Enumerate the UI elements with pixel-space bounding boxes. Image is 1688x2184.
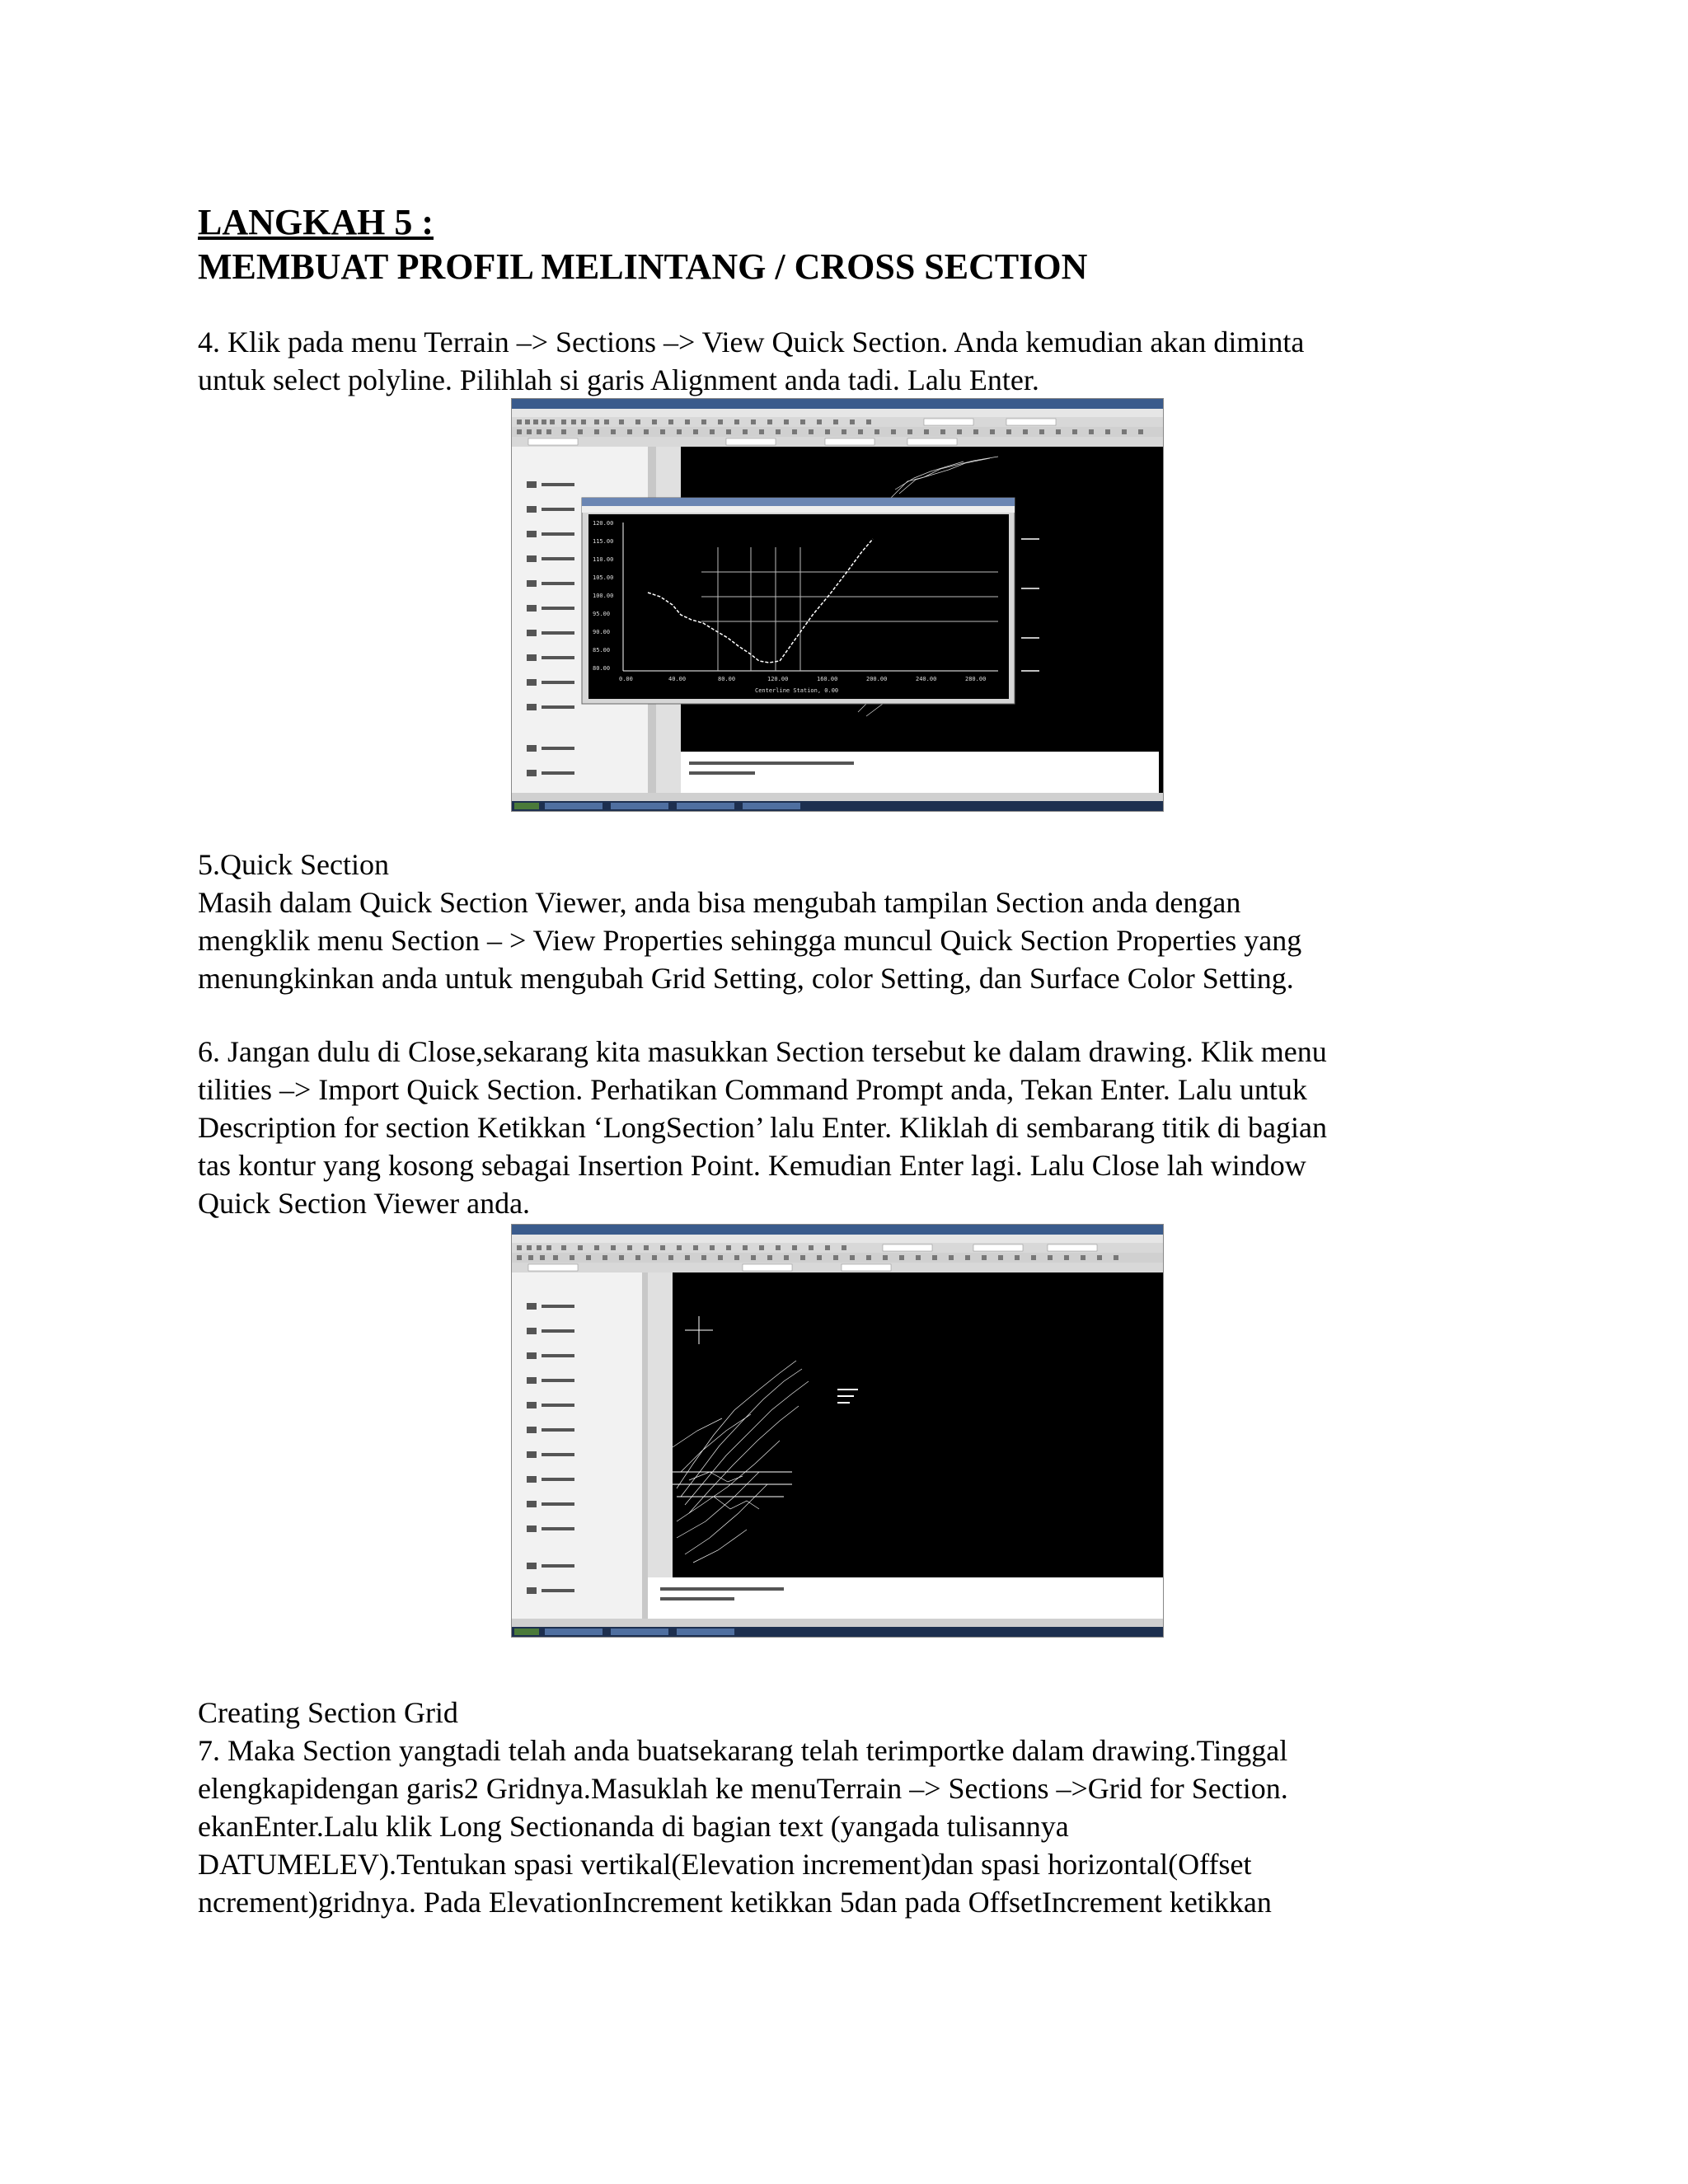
step-5-line-1: 5.Quick Section xyxy=(198,848,389,881)
step-6-line-3: Description for section Ketikkan ‘LongSection’ lalu Enter. Kliklah di sembarang titik di bagian xyxy=(198,1111,1327,1144)
x-tick: 0.00 xyxy=(619,676,633,682)
step-5-line-3: mengklik menu Section – > View Properties sehingga muncul Quick Section Properties yang xyxy=(198,924,1302,957)
screenshot-imported-section-svg xyxy=(512,1225,1163,1637)
screenshot-imported-section xyxy=(511,1224,1164,1638)
screenshot-quick-section-viewer xyxy=(511,398,1164,812)
step-7-line-4: DATUMELEV).Tentukan spasi vertikal(Elevation increment)dan spasi horizontal(Offset xyxy=(198,1848,1252,1881)
x-tick: 80.00 xyxy=(718,676,736,682)
step-7-line-5: ncrement)gridnya. Pada ElevationIncrement ketikkan 5dan pada OffsetIncrement ketikkan xyxy=(198,1886,1272,1919)
page-title xyxy=(198,200,1087,289)
step-7-paragraph xyxy=(198,1694,1484,1921)
section-grid-heading: Creating Section Grid xyxy=(198,1696,458,1729)
title-line-2: MEMBUAT PROFIL MELINTANG / CROSS SECTION xyxy=(198,246,1088,287)
y-tick: 100.00 xyxy=(593,593,614,599)
step-4-line-2: untuk select polyline. Pilihlah si garis Alignment anda tadi. Lalu Enter. xyxy=(198,363,1039,396)
step-5-line-2: Masih dalam Quick Section Viewer, anda bisa mengubah tampilan Section anda dengan xyxy=(198,886,1241,919)
x-tick: 40.00 xyxy=(668,676,687,682)
step-6-line-1: 6. Jangan dulu di Close,sekarang kita masukkan Section tersebut ke dalam drawing. Klik menu xyxy=(198,1035,1327,1068)
y-tick: 105.00 xyxy=(593,574,614,581)
y-tick: 120.00 xyxy=(593,520,614,527)
title-line-1: LANGKAH 5 : xyxy=(198,202,434,242)
step-6-paragraph xyxy=(198,1033,1484,1222)
y-tick: 90.00 xyxy=(593,629,611,635)
y-tick: 115.00 xyxy=(593,538,614,545)
x-axis-caption: Centerline Station, 0.00 xyxy=(755,687,839,694)
step-6-line-4: tas kontur yang kosong sebagai Insertion Point. Kemudian Enter lagi. Lalu Close lah window xyxy=(198,1149,1306,1182)
step-4-paragraph xyxy=(198,323,1484,399)
step-5-line-4: menungkinkan anda untuk mengubah Grid Setting, color Setting, dan Surface Color Setting. xyxy=(198,962,1294,995)
x-tick: 200.00 xyxy=(866,676,888,682)
step-4-line-1: 4. Klik pada menu Terrain –> Sections –> View Quick Section. Anda kemudian akan diminta xyxy=(198,326,1305,359)
y-tick: 110.00 xyxy=(593,556,614,563)
x-tick: 160.00 xyxy=(817,676,838,682)
x-tick: 120.00 xyxy=(767,676,789,682)
screenshot-quick-section-svg xyxy=(512,399,1163,811)
y-tick: 85.00 xyxy=(593,647,611,654)
step-7-line-1: 7. Maka Section yangtadi telah anda buatsekarang telah terimportke dalam drawing.Tinggal xyxy=(198,1734,1288,1767)
y-tick: 95.00 xyxy=(593,611,611,617)
x-tick: 280.00 xyxy=(965,676,987,682)
step-7-line-2: elengkapidengan garis2 Gridnya.Masuklah ke menuTerrain –> Sections –>Grid for Section. xyxy=(198,1772,1288,1805)
step-7-line-3: ekanEnter.Lalu klik Long Sectionanda di bagian text (yangada tulisannya xyxy=(198,1810,1069,1843)
step-6-line-5: Quick Section Viewer anda. xyxy=(198,1187,531,1220)
x-tick: 240.00 xyxy=(916,676,937,682)
y-tick: 80.00 xyxy=(593,665,611,672)
step-6-line-2: tilities –> Import Quick Section. Perhatikan Command Prompt anda, Tekan Enter. Lalu untuk xyxy=(198,1073,1307,1106)
step-5-paragraph xyxy=(198,846,1484,997)
